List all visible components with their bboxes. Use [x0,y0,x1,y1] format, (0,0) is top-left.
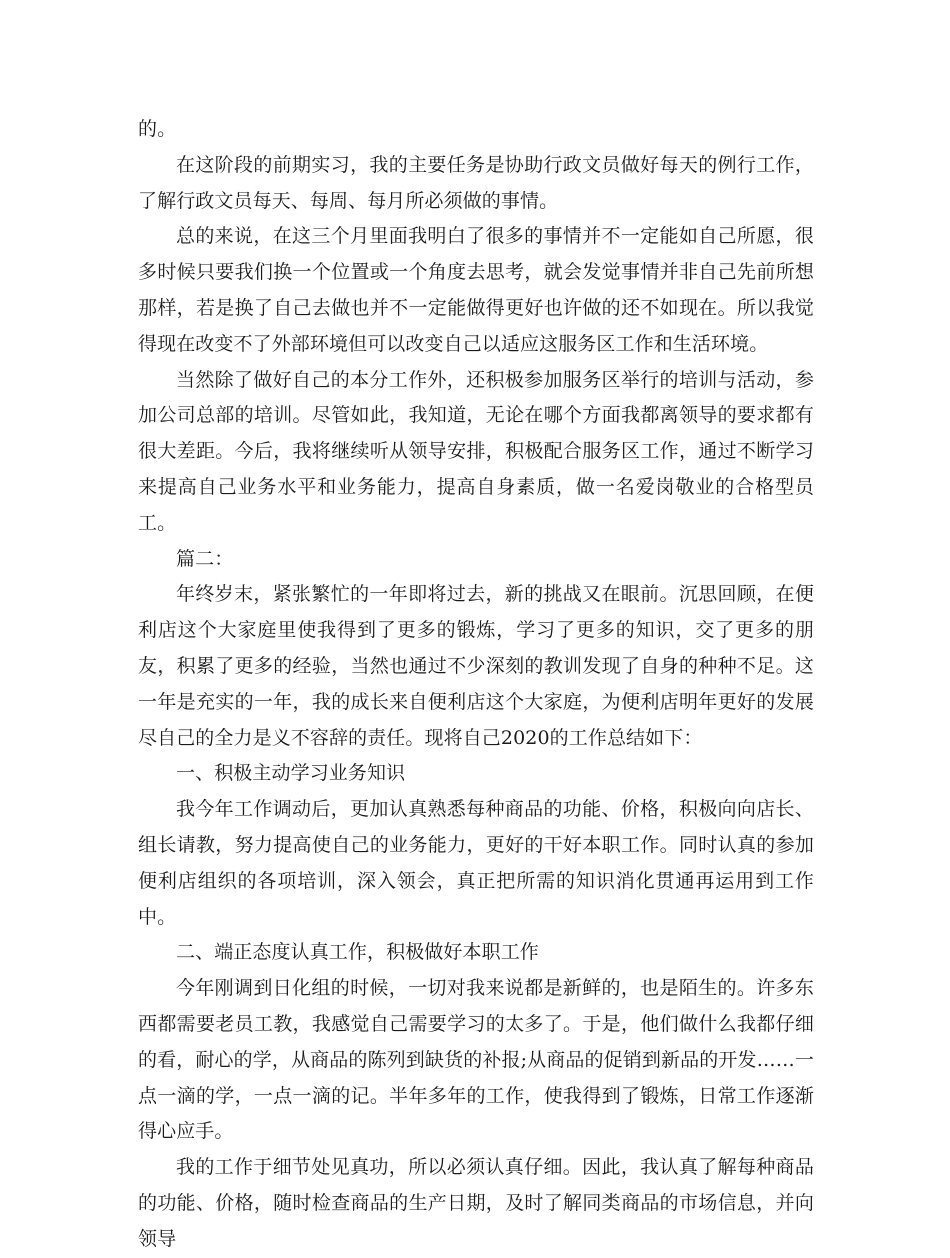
paragraph-year-end: 年终岁末，紧张繁忙的一年即将过去，新的挑战又在眼前。沉思回顾，在便利店这个大家庭里使我得到了更多的锻炼，学习了更多的知识，交了更多的朋友，积累了更多的经验，当然也通过不少深刻的教训发现了自身的种种不足。这一年是充实的一年，我的成长来自便利店这个大家庭，为便利店明年更好的发展尽自己的全力是义不容辞的责任。现将自己2020的工作总结如下： [138,583,814,749]
section-heading-one: 一、积极主动学习业务知识 [176,762,406,785]
section-heading-two: 二、端正态度认真工作，积极做好本职工作 [176,941,539,964]
paragraph-training: 当然除了做好自己的本分工作外，还积极参加服务区举行的培训与活动，参加公司总部的培训。尽管如此，我知道，无论在哪个方面我都离领导的要求都有很大差距。今后，我将继续听从领导安排，积极配合服务区工作，通过不断学习来提高自己业务水平和业务能力，提高自身素质，做一名爱岗敬业的合格型员工。 [138,368,814,534]
paragraph-learning: 我今年工作调动后，更加认真熟悉每种商品的功能、价格，积极向向店长、组长请教，努力提高使自己的业务能力，更好的干好本职工作。同时认真的参加便利店组织的各项培训，深入领会，真正把所需的知识消化贯通再运用到工作中。 [138,798,814,928]
paragraph-details: 我的工作于细节处见真功，所以必须认真仔细。因此，我认真了解每种商品的功能、价格，随时检查商品的生产日期，及时了解同类商品的市场信息，并向领导 [138,1156,814,1250]
paragraph-continuation: 的。 [138,118,177,140]
paragraph-internship-tasks: 在这阶段的前期实习，我的主要任务是协助行政文员做好每天的例行工作，了解行政文员每天、每周、每月所必须做的事情。 [138,153,814,212]
document-body [138,112,814,1258]
paragraph-new-role: 今年刚调到日化组的时候，一切对我来说都是新鲜的，也是陌生的。许多东西都需要老员工教，我感觉自己需要学习的太多了。于是，他们做什么我都仔细的看，耐心的学，从商品的陈列到缺货的补报;从商品的促销到新品的开发……一点一滴的学，一点一滴的记。半年多年的工作，使我得到了锻炼，日常工作逐渐得心应手。 [138,977,814,1143]
paragraph-summary: 总的来说，在这三个月里面我明白了很多的事情并不一定能如自己所愿，很多时候只要我们换一个位置或一个角度去思考，就会发觉事情并非自己先前所想那样，若是换了自己去做也并不一定能做得更好也许做的还不如现在。所以我觉得现在改变不了外部环境但可以改变自己以适应这服务区工作和生活环境。 [138,225,814,355]
section-heading-part-two: 篇二： [176,547,234,570]
